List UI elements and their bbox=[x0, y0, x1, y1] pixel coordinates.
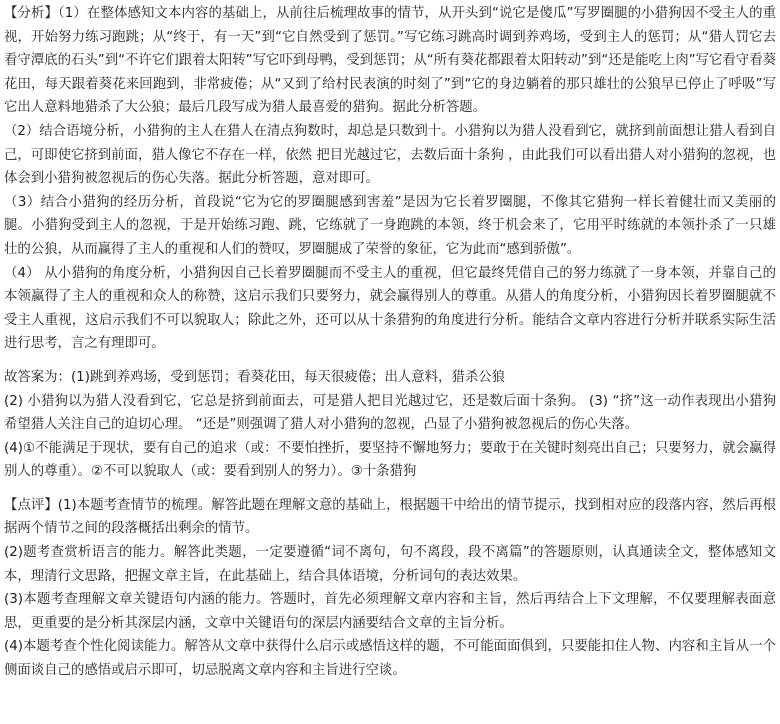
answer-section bbox=[4, 366, 776, 484]
answer-paragraph-1: 故答案为：(1)跳到养鸡场，受到惩罚；看葵花田，每天很疲倦；出人意料，猎杀公狼 bbox=[4, 369, 506, 385]
analysis-paragraph-1: 【分析】（1）在整体感知文本内容的基础上，从前往后梳理故事的情节，从开头到“说它是傻瓜”写罗圈腿的小猎狗因不受主人的重视，开始努力练习跑跳；从“终于，有一天”到“它自然受到了惩罚。”写它练习跳高时调到养鸡场，受到主人的惩罚；从“猎人罚它去看守潭底的石头”到“不许它们跟着太阳转”写它吓到母鸭，受到惩罚；从“所有葵花都跟着太阳转动”到“还是能吃上肉”写它看守看葵花田，每天跟着葵花来回跑到，非常疲倦；从“又到了给村民表演的时刻了”到“它的身边躺着的那只雄壮的公狼早已停止了呼吸”写它出人意料地猎杀了大公狼；最后几段写成为猎人最喜爱的猎狗。据此分析答题。 bbox=[4, 6, 776, 116]
analysis-paragraph-3: （3）结合小猎狗的经历分析，首段说“它为它的罗圈腿感到害羞”是因为它长着罗圈腿，不像其它猎狗一样长着健壮而又美丽的腿。小猎狗受到主人的忽视，于是开始练习跑、跳，它练就了一身跑跳的本领，终于机会来了，它用平时练就的本领扑杀了一只雄壮的公狼，从而赢得了主人的重视和人们的赞叹，罗圈腿成了荣誉的象征，它为此而“感到骄傲”。 bbox=[4, 194, 776, 257]
analysis-section bbox=[4, 2, 776, 356]
comment-paragraph-2: (2)题考查赏析语言的能力。解答此类题，一定要遵循“词不离句，句不离段，段不离篇”的答题原则，认真通读全文，整体感知文本，理清行文思路，把握文章主旨，在此基础上，结合具体语境，分析词句的表达效果。 bbox=[4, 545, 776, 584]
comment-paragraph-4: (4)本题考查个性化阅读能力。解答从文章中获得什么启示或感悟这样的题，不可能面面俱到，只要能扣住人物、内容和主旨从一个侧面谈自己的感悟或启示即可，切忌脱离文章内容和主旨进行空谈。 bbox=[4, 639, 776, 679]
comment-paragraph-1: 【点评】(1)本题考查情节的梳理。解答此题在理解文意的基础上，根据题干中给出的情节提示，找到相对应的段落内容，然后再根据两个情节之间的段落概括出剩余的情节。 bbox=[4, 497, 776, 537]
analysis-paragraph-4: （4） 从小猎狗的角度分析，小猎狗因自己长着罗圈腿而不受主人的重视，但它最终凭借自己的努力练就了一身本领，并靠自己的本领赢得了主人的重视和众人的称赞，这启示我们只要努力，就会赢得别人的尊重。从猎人的角度分析，小猎狗因长着罗圈腿就不受主人重视，这启示我们不可以貌取人；除此之外，还可以从十条猎狗的角度进行分析。能结合文章内容进行分析并联系实际生活进行思考，言之有理即可。 bbox=[4, 265, 776, 352]
answer-paragraph-2: (2) 小猎狗以为猎人没看到它，它总是挤到前面去，可是猎人把目光越过它，还是数后面十条狗。 (3) “挤”这一动作表现出小猎狗希望猎人关注自己的迫切心理。 “还是”则强调了猎人对小猎狗的忽视，凸显了小猎狗被忽视后的伤心失落。 bbox=[4, 393, 776, 433]
section-spacer bbox=[4, 356, 776, 366]
comment-section bbox=[4, 494, 776, 683]
analysis-paragraph-2: （2）结合语境分析，小猎狗的主人在猎人在清点狗数时，却总是只数到十。小猎狗以为猎人没看到它，就挤到前面想让猎人看到自己，可即使它挤到前面，猎人像它不存在一样，依然 把目光越过它，去数后面十条狗 ，由此我们可以看出猎人对小猎狗的忽视，也体会到小猎狗被忽视后的伤心失落。据此分析答题，意对即可。 bbox=[4, 123, 776, 187]
section-spacer bbox=[4, 484, 776, 494]
comment-paragraph-3: (3)本题考查理解文章关键语句内涵的能力。答题时，首先必须理解文章内容和主旨，然后再结合上下文理解，不仅要理解表面意思，更重要的是分析其深层内涵，文章中关键语句的深层内涵要结合文章的主旨分析。 bbox=[4, 592, 776, 631]
answer-paragraph-3: (4)①不能满足于现状，要有自己的追求（或：不要怕挫折，要坚持不懈地努力；要敢于在关键时刻亮出自己；只要努力，就会赢得别人的尊重）。②不可以貌取人（或：要看到别人的努力）。③十条猎狗 bbox=[4, 440, 776, 480]
